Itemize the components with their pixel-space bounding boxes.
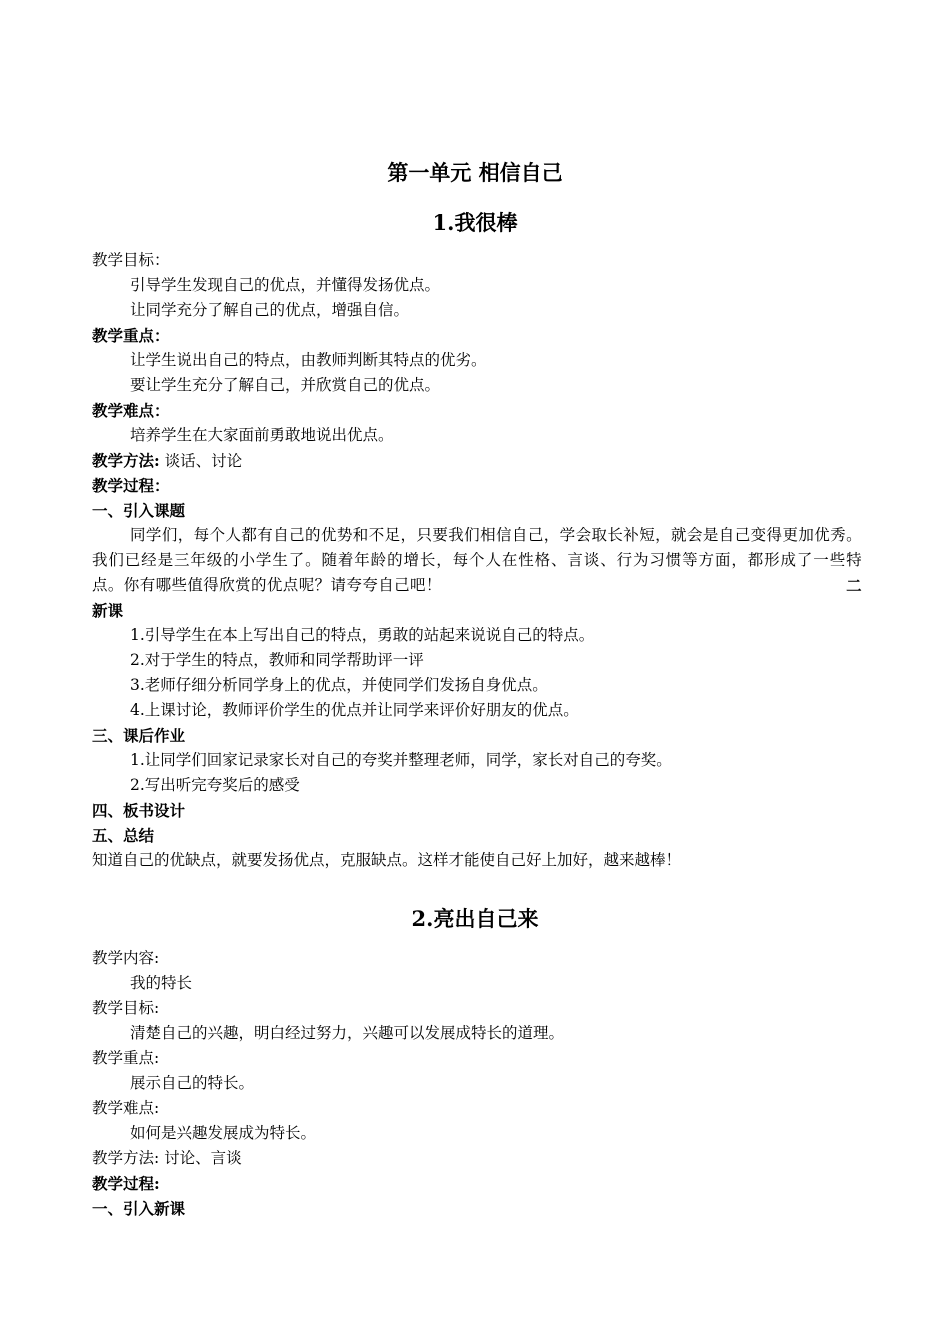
goal-line: 引导学生发现自己的优点，并懂得发扬优点。 <box>130 276 441 294</box>
section-heading: 三、课后作业 <box>92 726 186 745</box>
method-line <box>92 1146 862 1171</box>
list-item: 3.老师仔细分析同学身上的优点，并使同学们发扬自身优点。 <box>130 676 548 694</box>
key-line: 展示自己的特长。 <box>130 1074 255 1092</box>
lesson-1-body <box>92 248 862 873</box>
method-label: 教学方法: <box>92 451 160 470</box>
intro-paragraph <box>92 523 862 598</box>
difficulty-label: 教学难点： <box>92 401 170 420</box>
process-label: 教学过程： <box>92 476 170 495</box>
difficulty-line: 如何是兴趣发展成为特长。 <box>130 1124 317 1142</box>
list-item: 1.引导学生在本上写出自己的特点，勇敢的站起来说说自己的特点。 <box>130 626 595 644</box>
key-label: 教学重点: <box>92 1049 160 1067</box>
method-value: 讨论、言谈 <box>159 1149 242 1167</box>
process-label: 教学过程: <box>92 1174 160 1193</box>
method-label: 教学方法: <box>92 1149 160 1167</box>
summary-text: 知道自己的优缺点，就要发扬优点，克服缺点。这样才能使自己好上加好，越来越棒！ <box>92 851 682 869</box>
lesson-1-title: 1.我很棒 <box>432 210 518 235</box>
section-heading: 四、板书设计 <box>92 801 186 820</box>
key-line: 要让学生充分了解自己，并欣赏自己的优点。 <box>130 376 441 394</box>
difficulty-label: 教学难点: <box>92 1099 160 1117</box>
unit-title: 第一单元 相信自己 <box>387 160 563 185</box>
goal-label: 教学目标： <box>92 251 170 269</box>
key-line: 让学生说出自己的特点，由教师判断其特点的优劣。 <box>130 351 487 369</box>
list-item: 1.让同学们回家记录家长对自己的夸奖并整理老师，同学，家长对自己的夸奖。 <box>130 751 672 769</box>
section-heading: 一、引入课题 <box>92 501 186 520</box>
section-number: 二 <box>846 576 862 595</box>
section-heading: 新课 <box>92 601 124 620</box>
goal-line: 让同学充分了解自己的优点，增强自信。 <box>130 301 410 319</box>
section-heading: 五、总结 <box>92 826 155 845</box>
content-line: 我的特长 <box>130 974 193 992</box>
method-line <box>92 448 862 473</box>
list-item: 2.写出听完夸奖后的感受 <box>130 776 300 794</box>
list-item: 2.对于学生的特点，教师和同学帮助评一评 <box>130 651 424 669</box>
intro-text: 同学们，每个人都有自己的优势和不足，只要我们相信自己，学会取长补短，就会是自己变得更加优秀。我们已经是三年级的小学生了。随着年龄的增长，每个人在性格、言谈、行为习惯等方面，都形成了一些特点。你有哪些值得欣赏的优点呢？请夸夸自己吧！ <box>92 526 862 594</box>
method-value: 谈话、讨论 <box>159 452 243 470</box>
goal-label: 教学目标: <box>92 999 160 1017</box>
lesson-2-body <box>92 946 862 1221</box>
lesson-2-title: 2.亮出自己来 <box>411 906 539 931</box>
content-label: 教学内容: <box>92 949 160 967</box>
goal-line: 清楚自己的兴趣，明白经过努力，兴趣可以发展成特长的道理。 <box>130 1024 565 1042</box>
difficulty-line: 培养学生在大家面前勇敢地说出优点。 <box>130 426 394 444</box>
key-label: 教学重点： <box>92 326 170 345</box>
list-item: 4.上课讨论，教师评价学生的优点并让同学来评价好朋友的优点。 <box>130 701 579 719</box>
section-heading: 一、引入新课 <box>92 1199 186 1218</box>
